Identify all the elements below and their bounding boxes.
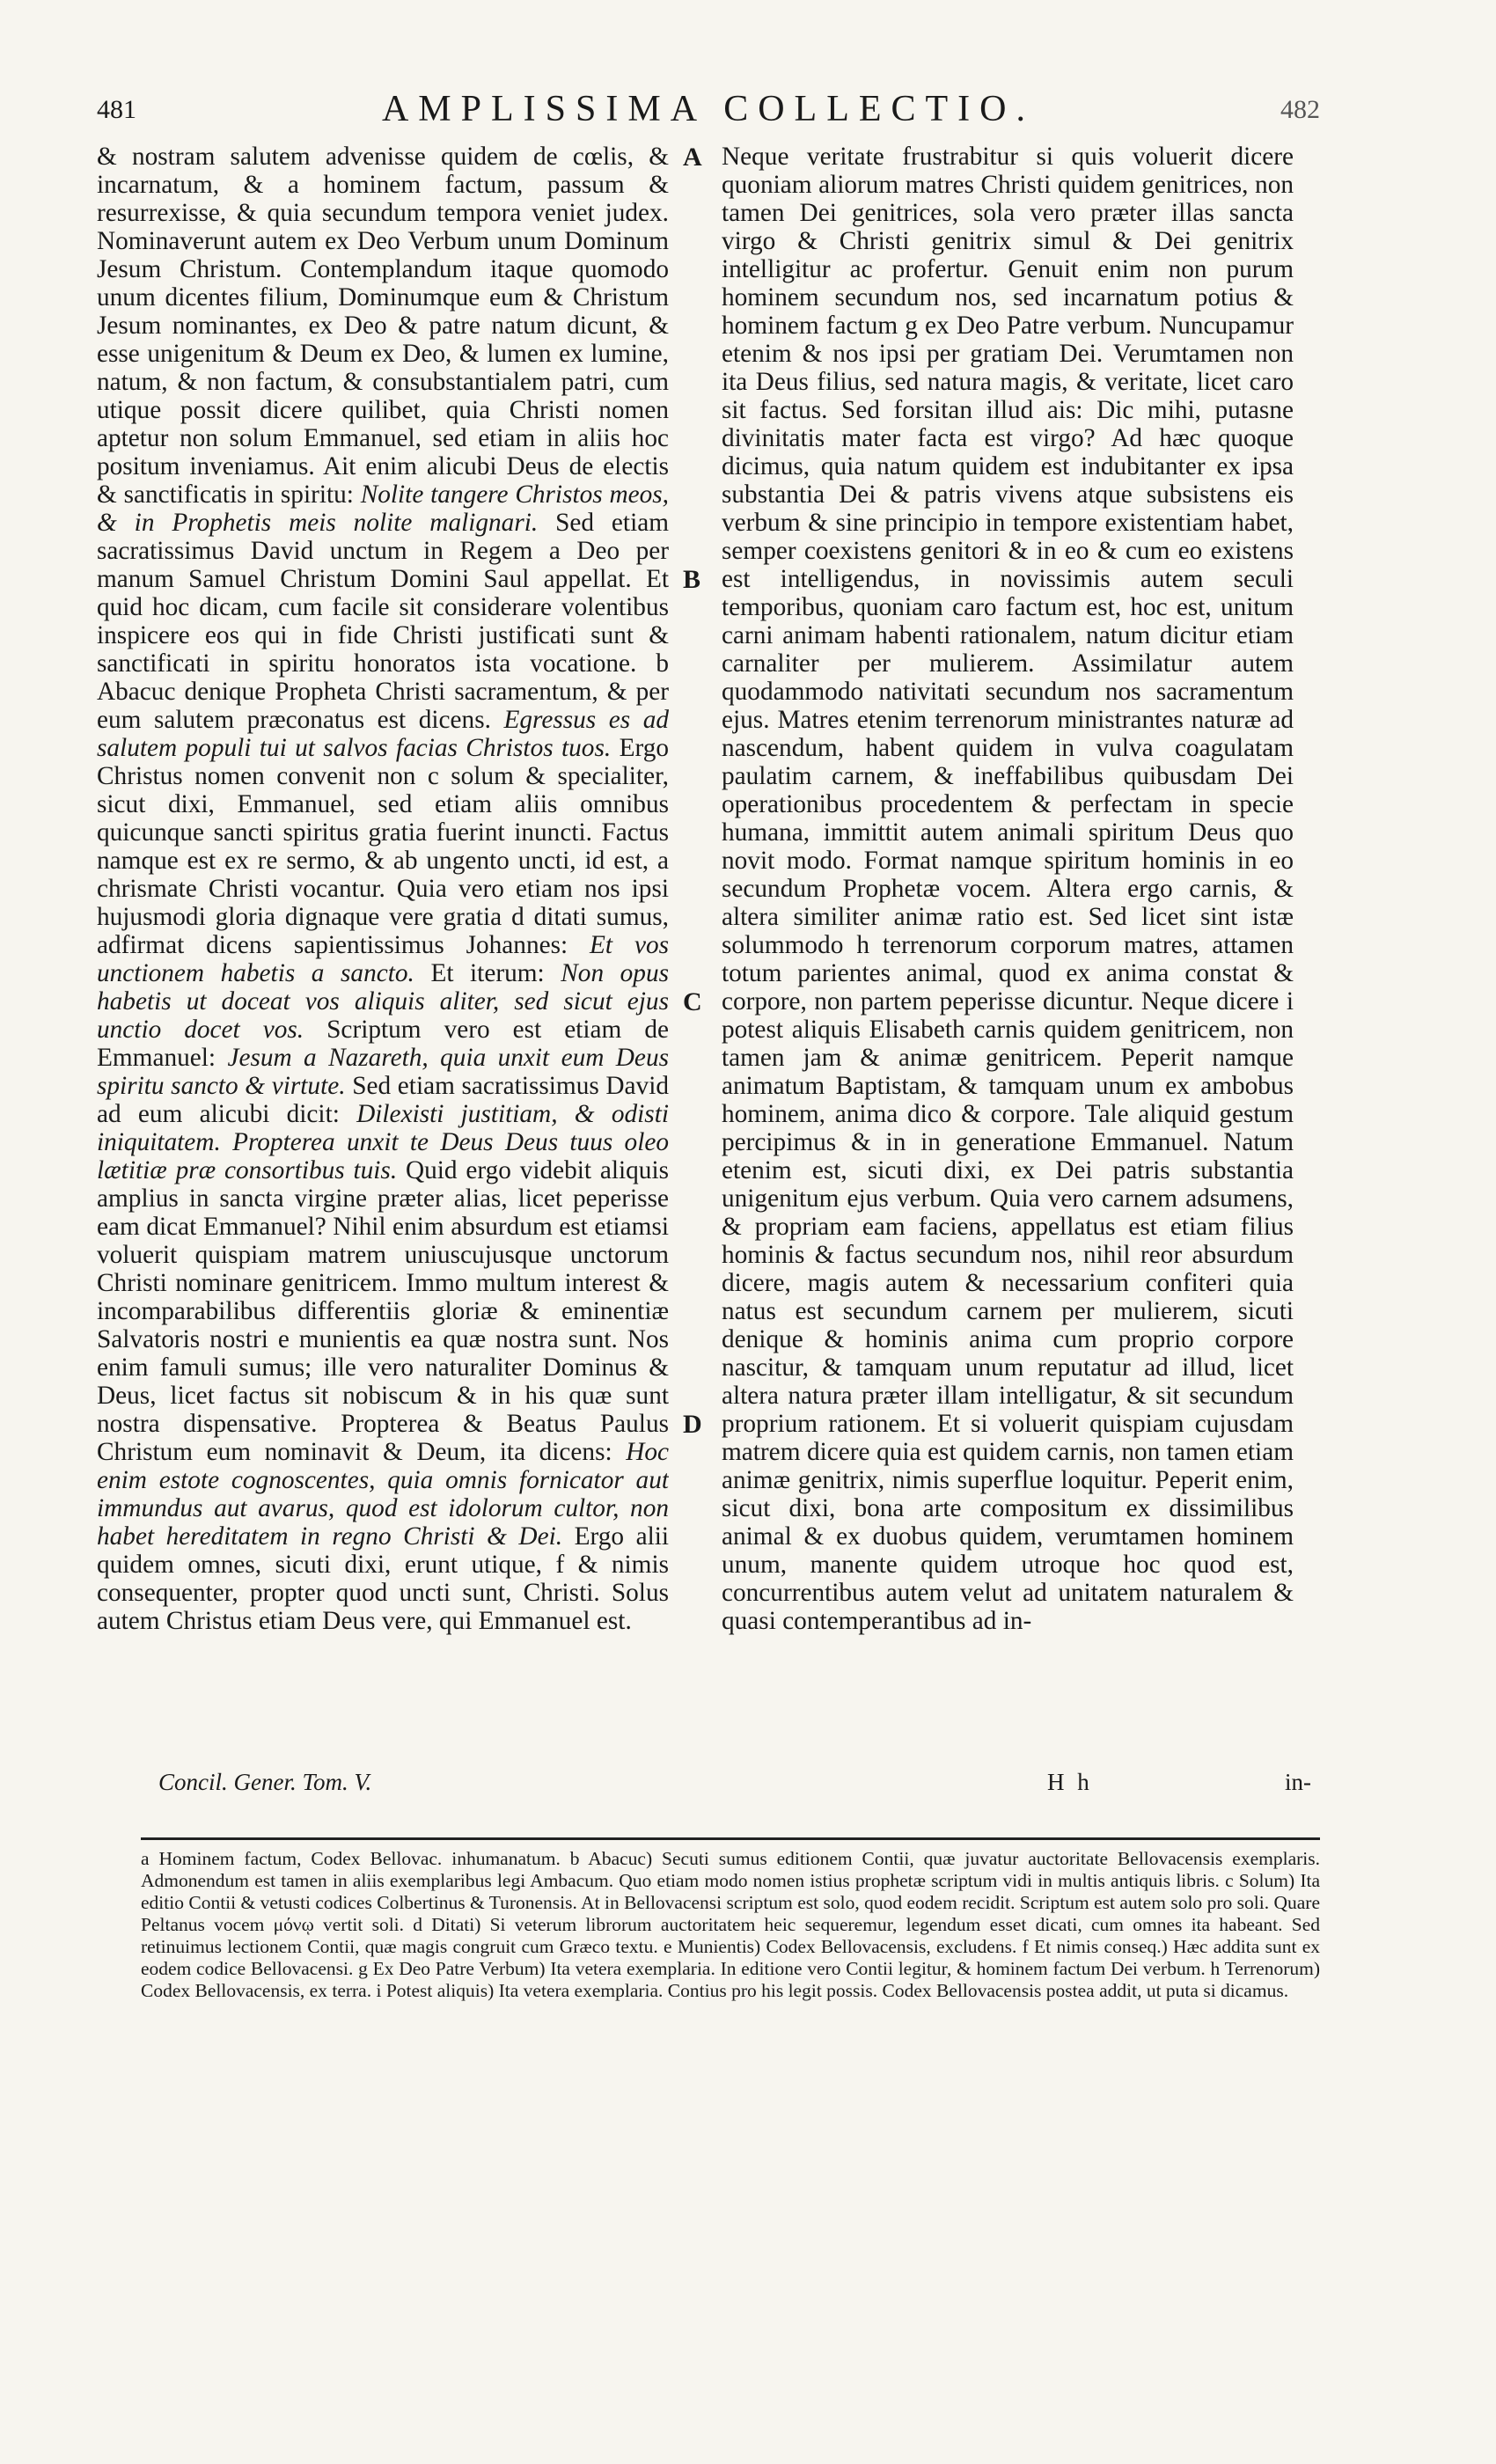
right-column (722, 143, 1294, 1753)
quotation: Hoc enim estote cognoscentes, quia omnis fornicator aut immundus aut avarus, quod est idolorum cultor, non habet hereditatem in regno Christi & Dei. (97, 1438, 669, 1551)
left-column (97, 143, 669, 1753)
quotation: Dilexisti justitiam, & odisti iniquitatem. Propterea unxit te Deus Deus tuus oleo lætitiæ præ consortibus tuis. (97, 1100, 669, 1184)
page-header (97, 88, 1320, 134)
right-column-text: Neque veritate frustrabitur si quis voluerit dicere quoniam aliorum matres Christi quidem genitrices, non tamen Dei genitrices, sola vero præter illas sancta virgo & Christi genitrix simul & Dei genitrix intelligitur ac profertur. Genuit enim non purum hominem secundum nos, sed incarnatum potius & hominem factum g ex Deo Patre verbum. Nuncupamur etenim & nos ipsi per gratiam Dei. Verumtamen non ita Deus filius, sed natura magis, & veritate, licet caro sit factus. Sed forsitan illud ais: Dic mihi, putasne divinitatis mater facta est virgo? Ad hæc quoque dicimus, quia natum quidem est indubitanter ex ipsa substantia Dei & patris vivens atque subsistens eis verbum & sine principio in tempore existentiam habet, semper coexistens genitori & in eo & cum eo existens est intelligendus, in novissimis autem seculi temporibus, quoniam caro factum est, hoc est, unitum carni animam habenti rationalem, natum dicitur etiam carnaliter per mulierem. Assimilatur autem quodammodo nativitati secundum nos sacramentum ejus. Matres etenim terrenorum ministrantes naturæ ad nascendum, habent quidem in vulva coagulatam paulatim carnem, & ineffabilibus quibusdam Dei operationibus procedentem & perfectam in specie humana, immittit autem animali spiritum Deus quo novit modo. Format namque spiritum hominis in eo secundum Prophetæ vocem. Altera ergo carnis, & altera similiter animæ ratio est. Sed licet sint istæ solummodo h terrenorum corporum matres, attamen totum parientes animal, quod ex anima constat & corpore, non partem peperisse dicuntur. Neque dicere i potest aliquis Elisabeth carnis quidem genitricem, non tamen jam & animæ genitricem. Peperit namque animatum Baptistam, & tamquam unum ex ambobus hominem, anima dico & corpore. Tale aliquid gestum percipimus & in in generatione Emmanuel. Natum etenim est, sicuti dixi, ex Dei patris substantia unigenitum ejus verbum. Quia vero carnem adsumens, & propriam eam faciens, appellatus est etiam filius hominis & factus secundum nos, nihil reor absurdum dicere, magis autem & necessarium confiteri quia natus est secundum carnem per mulierem, sicuti denique & hominis anima cum proprio corpore nascitur, & tamquam unum reputatur ad illud, licet altera natura præter illam intelligatur, & sit secundum proprium rationem. Et si voluerit quispiam cujusdam matrem dicere quia est quidem carnis, non tamen etiam animæ genitrix, nimis superflue loquitur. Peperit enim, sicut dixi, bona arte compositum ex dissimilibus animal & ex duobus quidem, verumtamen hominem unum, manente quidem utroque hoc quod est, concurrentibus autem velut ad unitatem naturalem & quasi contemperantibus ad in- (722, 143, 1294, 1635)
text-segment: & nostram salutem advenisse quidem de cœlis, & incarnatum, & a hominem factum, passum & resurrexisse, & quia secundum tempora veniet judex. Nominaverunt autem ex Deo Verbum unum Dominum Jesum Christum. Contemplandum itaque quomodo unum dicentes filium, Dominumque eum & Christum Jesum nominantes, ex Deo & patre natum dicunt, & esse unigenitum & Deum ex Deo, & lumen ex lumine, natum, & non factum, & consubstantialem patri, cum utique possit dicere quilibet, quia Christi nomen aptetur non solum Emmanuel, sed etiam in aliis hoc positum inveniamus. Ait enim alicubi Deus de electis & sanctificatis in spiritu: (97, 143, 669, 509)
quotation: Non opus habetis ut doceat vos aliquis aliter, sed sicut ejus unctio docet vos. (97, 959, 669, 1044)
quotation: Et vos unctionem habetis a sancto. (97, 931, 669, 987)
footnotes-divider (141, 1837, 1320, 1840)
running-title: AMPLISSIMA COLLECTIO. (381, 89, 1036, 129)
quotation: Nolite tangere Christos meos, & in Prophetis meis nolite malignari. (97, 480, 669, 537)
left-column-text (97, 143, 669, 1635)
page-number-left: 481 (97, 95, 136, 124)
quotation: Egressus es ad salutem populi tui ut salvos facias Christos tuos. (97, 706, 669, 762)
margin-marker-b: B (683, 565, 701, 594)
signature-mark: H h (1047, 1769, 1093, 1795)
page-footer (97, 1769, 1320, 1804)
source-reference: Concil. Gener. Tom. V. (158, 1769, 372, 1795)
footnotes-text: a Hominem factum, Codex Bellovac. inhumanatum. b Abacuc) Secuti sumus editionem Contii, quæ juvatur auctoritate Bellovacensis exemplaris. Admonendum est tamen in aliis exemplaribus legi Ambacum. Quo etiam modo nomen istius prophetæ scriptum vidi in multis antiquis libris. c Solum) Ita editio Contii & vetusti codices Colbertinus & Turonensis. At in Bellovacensi scriptum est solo, quod eodem recidit. Scriptum est autem solo pro soli. Quare Peltanus vocem μόνῳ vertit soli. d Ditati) Si veterum librorum auctoritatem heic sequeremur, legendum esset dicati, cum omnes ita habeant. Sed retinuimus lectionem Contii, quæ magis congruit cum Græco textu. e Munientis) Codex Bellovacensis, excludens. f Et nimis conseq.) Hæc addita sunt ex eodem codice Bellovacensi. g Ex Deo Patre Verbum) Ita vetera exemplaria. In editione vero Contii legitur, & hominem factum Dei verbum. h Terrenorum) Codex Bellovacensis, ex terra. i Potest aliquis) Ita vetera exemplaria. Contius pro his legit possis. Codex Bellovacensis postea addit, ut puta si dicamus. (141, 1848, 1320, 2001)
text-segment: Sed etiam sacratissimus David unctum in Regem a Deo per manum Samuel Christum Domini Saul appellat. Et quid hoc dicam, cum facile sit considerare volentibus inspicere eos qui in fide Christi justificati sunt & sanctificati in spiritu honoratos ista vocatione. b Abacuc denique Propheta Christi sacramentum, & per eum salutem præconatus est dicens. (97, 509, 669, 734)
page-number-right: 482 (1280, 95, 1320, 124)
quotation: Jesum a Nazareth, quia unxit eum Deus spiritu sancto & virtute. (97, 1044, 669, 1100)
margin-marker-d: D (683, 1410, 702, 1439)
text-segment: Quid ergo videbit aliquis amplius in sancta virgine præter alias, licet peperisse eam dicat Emmanuel? Nihil enim absurdum est etiamsi voluerit quispiam matrem uniuscujusque unctorum Christi nominare genitricem. Immo multum interest & incomparabilibus differentiis gloriæ & eminentiæ Salvatoris nostri e munientis ea quæ nostra sunt. Nos enim famuli sumus; ille vero naturaliter Dominus & Deus, licet factus sit nobiscum & in his quæ sunt nostra dispensative. Propterea & Beatus Paulus Christum eum nominavit & Deum, ita dicens: (97, 1156, 669, 1466)
text-columns (97, 143, 1320, 1779)
margin-marker-a: A (683, 143, 702, 172)
footnotes (141, 1848, 1320, 2341)
catchword: in- (1285, 1769, 1311, 1795)
text-segment: Et iterum: (430, 959, 545, 987)
text-segment: Ergo alii quidem omnes, sicuti dixi, erunt utique, f & nimis consequenter, propter quod uncti sunt, Christi. Solus autem Christus etiam Deus vere, qui Emmanuel est. (97, 1522, 669, 1635)
text-segment: Sed etiam sacratissimus David ad eum alicubi dicit: (97, 1072, 669, 1128)
text-segment: Ergo Christus nomen convenit non c solum & specialiter, sicut dixi, Emmanuel, sed etiam aliis omnibus quicunque sancti spiritus gratia fuerint inuncti. Factus namque est ex re sermo, & ab ungento uncti, id est, a chrismate Christi vocantur. Quia vero etiam nos ipsi hujusmodi gloria dignaque vere gratia d ditati sumus, adfirmat dicens sapientissimus Johannes: (97, 734, 669, 959)
text-segment: Scriptum vero est etiam de Emmanuel: (97, 1016, 669, 1072)
margin-markers (683, 143, 718, 1779)
margin-marker-c: C (683, 987, 702, 1016)
